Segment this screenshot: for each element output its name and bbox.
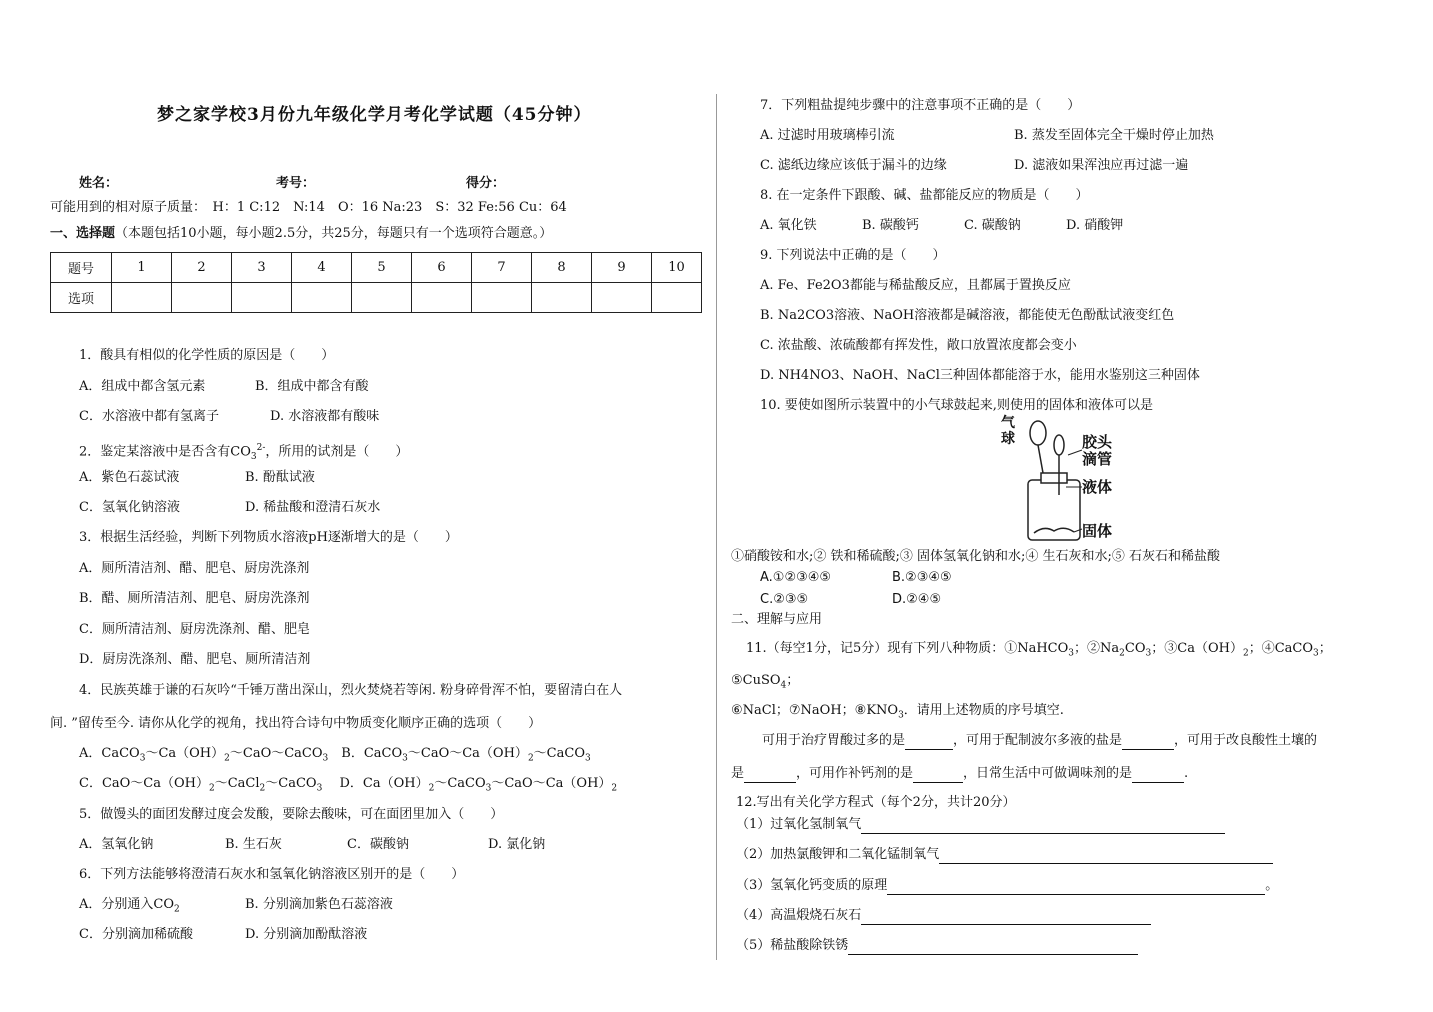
q3-option-d: D．厨房洗涤剂、醋、肥皂、厕所清洁剂 <box>79 652 311 667</box>
balloon-tube <box>1038 445 1043 473</box>
q5-option-d: D. 氯化钠 <box>488 837 546 852</box>
q3-stem: 3．根据生活经验，判断下列物质水溶液pH逐渐增大的是（ ） <box>79 530 458 545</box>
answer-cell[interactable] <box>232 283 292 313</box>
q4-options-cd: C．$CaO\sim Ca(OH)_2\sim CaCl_2\sim CaCO_3$ D．$Ca(OH)_2\sim CaCO_3\sim CaO\sim Ca(OH)_2$ <box>79 776 618 794</box>
answer-cell[interactable] <box>292 283 352 313</box>
answer-blank[interactable] <box>1122 735 1174 750</box>
q2-stem-pre: 2．鉴定某溶液中是否含有CO <box>79 444 251 460</box>
q11-text: 可用于治疗胃酸过多的是 <box>762 733 906 748</box>
q12-item-4 <box>736 907 1151 925</box>
q11-fill-line1 <box>762 732 1317 750</box>
section1-note: （本题包括10小题，每小题2.5分，共25分，每题只有一个选项符合题意。） <box>115 226 553 241</box>
q6-option-a-text: A．分别通入CO <box>79 897 174 912</box>
answer-table-number-row <box>51 253 702 283</box>
q11-text: . <box>1184 766 1189 781</box>
q6-option-d: D. 分别滴加酚酞溶液 <box>245 927 368 942</box>
q8-option-b: B. 碳酸钙 <box>862 218 919 233</box>
answer-blank[interactable] <box>905 735 953 750</box>
q11-text: ，可用于改良酸性土壤的 <box>1174 733 1318 748</box>
q12-item-label: （1）过氧化氢制氧气 <box>736 817 862 832</box>
table-cell: 3 <box>232 253 292 283</box>
answer-table-option-row <box>51 283 702 313</box>
answer-cell[interactable] <box>652 283 702 313</box>
q12-item-3 <box>736 877 1278 895</box>
q11-text: ，日常生活中可做调味剂的是 <box>963 766 1133 781</box>
q12-item-end: 。 <box>1265 878 1279 893</box>
q12-stem: 12.写出有关化学方程式（每个2分，共计20分） <box>736 795 1016 810</box>
table-cell: 8 <box>532 253 592 283</box>
q9-stem: 9. 下列说法中正确的是（ ） <box>760 248 946 263</box>
answer-cell[interactable] <box>472 283 532 313</box>
balloon-label-2: 球 <box>1001 431 1015 447</box>
answer-cell[interactable] <box>112 283 172 313</box>
q7-option-b: B. 蒸发至固体完全干燥时停止加热 <box>1014 128 1214 143</box>
q11-line1: 11.（每空1分，记5分）现有下列八种物质：①NaHCO$_3$；$②Na_2CO_3$；$③Ca(OH)_2$；④CaCO$_3$； <box>746 641 1332 659</box>
table-cell: 选项 <box>51 283 112 313</box>
liquid-label: 液体 <box>1082 478 1113 496</box>
q6-stem: 6．下列方法能够将澄清石灰水和氢氧化钠溶液区别开的是（ ） <box>79 867 465 882</box>
q7-option-c: C. 滤纸边缘应该低于漏斗的边缘 <box>760 158 947 173</box>
q12-item-1 <box>736 816 1225 834</box>
answer-blank[interactable] <box>1132 768 1184 783</box>
q11-fill-line2 <box>731 765 1188 783</box>
q5-stem: 5．做馒头的面团发酵过度会发酸，要除去酸味，可在面团里加入（ ） <box>79 807 504 822</box>
q2-stem: 2．鉴定某溶液中是否含有$CO_3^{2-}$，所用的试剂是（ ） <box>79 443 409 462</box>
q6-option-b: B. 分别滴加紫色石蕊溶液 <box>245 897 393 912</box>
balloon-shape <box>1030 421 1046 445</box>
q1-option-a: A．组成中都含氢元素 <box>79 379 206 394</box>
q10-stem: 10. 要使如图所示装置中的小气球鼓起来,则使用的固体和液体可以是 <box>760 398 1153 413</box>
q5-option-c: C．碳酸钠 <box>347 837 409 852</box>
q12-item-label: （3）氢氧化钙变质的原理 <box>736 878 888 893</box>
exam-number-label: 考号： <box>276 176 316 191</box>
q11-text: ，可用作补钙剂的是 <box>796 766 914 781</box>
atomic-mass-line: 可能用到的相对原子质量： H：1 C:12 N:14 O：16 Na:23 S：32 Fe:56 Cu：64 <box>50 200 567 215</box>
column-divider <box>716 94 717 960</box>
q12-item-label: （5）稀盐酸除铁锈 <box>736 938 849 953</box>
q12-item-5 <box>736 937 1138 955</box>
q2-option-c: C．氢氧化钠溶液 <box>79 500 180 515</box>
q11-line3: ⑥NaCl；⑦NaOH；$⑧KNO_3$．请用上述物质的序号填空. <box>731 703 1064 721</box>
answer-cell[interactable] <box>592 283 652 313</box>
q2-option-a: A．紫色石蕊试液 <box>79 470 180 485</box>
q10-option-d: D.②④⑤ <box>892 592 942 607</box>
dropper-leader <box>1068 450 1082 455</box>
q8-option-c: C. 碳酸钠 <box>964 218 1021 233</box>
q10-option-c: C.②③⑤ <box>760 592 809 607</box>
q12-item-2 <box>736 846 1273 864</box>
stopper-shape <box>1041 473 1067 483</box>
q6-option-c: C．分别滴加稀硫酸 <box>79 927 193 942</box>
answer-cell[interactable] <box>172 283 232 313</box>
q2-stem-post: ，所用的试剂是（ ） <box>265 444 409 460</box>
page-title: 梦之家学校3月份九年级化学月考化学试题（45分钟） <box>157 105 592 125</box>
equation-blank[interactable] <box>939 849 1273 864</box>
dropper-bulb <box>1054 435 1064 455</box>
q8-option-d: D. 硝酸钾 <box>1066 218 1124 233</box>
q3-option-a: A．厕所清洁剂、醋、肥皂、厨房洗涤剂 <box>79 561 310 576</box>
answer-blank[interactable] <box>913 768 963 783</box>
solid-label: 固体 <box>1082 522 1113 540</box>
q9-option-a: A. Fe、Fe2O3都能与稀盐酸反应，且都属于置换反应 <box>760 278 1071 293</box>
q12-item-label: （2）加热氯酸钾和二氧化锰制氧气 <box>736 847 940 862</box>
q8-option-a: A. 氧化铁 <box>760 218 817 233</box>
q11-text: ，可用于配制波尔多液的盐是 <box>953 733 1123 748</box>
q1-option-c: C．水溶液中都有氢离子 <box>79 409 219 424</box>
table-cell: 1 <box>112 253 172 283</box>
q12-item-label: （4）高温煅烧石灰石 <box>736 908 862 923</box>
q3-option-b: B．醋、厕所清洁剂、肥皂、厨房洗涤剂 <box>79 591 310 606</box>
q1-option-b: B．组成中都含有酸 <box>255 379 369 394</box>
table-cell: 5 <box>352 253 412 283</box>
table-cell: 题号 <box>51 253 112 283</box>
answer-cell[interactable] <box>412 283 472 313</box>
dropper-label-2: 滴管 <box>1082 450 1113 468</box>
answer-table <box>50 252 702 313</box>
balloon-label-1: 气 <box>1001 415 1015 431</box>
q4-line2: 间. ”留传至今. 请你从化学的视角，找出符合诗句中物质变化顺序正确的选项（ ） <box>50 716 542 731</box>
table-cell: 10 <box>652 253 702 283</box>
q9-option-d: D. NH4NO3、NaOH、NaCl三种固体都能溶于水，能用水鉴别这三种固体 <box>760 368 1200 383</box>
q7-stem: 7．下列粗盐提纯步骤中的注意事项不正确的是（ ） <box>760 98 1081 113</box>
equation-blank[interactable] <box>887 880 1265 895</box>
score-label: 得分： <box>466 176 506 191</box>
q5-option-a: A．氢氧化钠 <box>79 837 154 852</box>
q5-option-b: B. 生石灰 <box>225 837 282 852</box>
table-cell: 2 <box>172 253 232 283</box>
table-cell: 6 <box>412 253 472 283</box>
q10-options-text: ①硝酸铵和水;② 铁和稀硫酸;③ 固体氢氧化钠和水;④ 生石灰和水;⑤ 石灰石和稀盐酸 <box>731 549 1221 564</box>
equation-blank[interactable] <box>861 819 1225 834</box>
q2-option-b: B. 酚酞试液 <box>245 470 315 485</box>
q11-line2: ⑤CuSO$_4$； <box>731 673 800 691</box>
q9-option-c: C. 浓盐酸、浓硫酸都有挥发性，敞口放置浓度都会变小 <box>760 338 1077 353</box>
q4-options-ab: A．$CaCO_3\sim Ca(OH)_2\sim CaO\sim CaCO_3$ B．$CaCO_3\sim CaO\sim Ca(OH)_2\sim CaCO_3$ <box>79 746 591 764</box>
answer-blank[interactable] <box>744 768 796 783</box>
q3-option-c: C．厕所清洁剂、厨房洗涤剂、醋、肥皂 <box>79 622 310 637</box>
q2-option-d: D. 稀盐酸和澄清石灰水 <box>245 500 381 515</box>
q8-stem: 8. 在一定条件下跟酸、碱、盐都能反应的物质是（ ） <box>760 188 1089 203</box>
q1-stem: 1．酸具有相似的化学性质的原因是（ ） <box>79 348 335 363</box>
table-cell: 4 <box>292 253 352 283</box>
equation-blank[interactable] <box>861 910 1151 925</box>
q11-text: 是 <box>731 766 745 781</box>
q4-line1: 4．民族英雄于谦的石灰吟“千锤万凿出深山，烈火焚烧若等闲. 粉身碎骨浑不怕，要留清白在人 <box>79 683 623 698</box>
answer-cell[interactable] <box>532 283 592 313</box>
section1-heading: 一、选择题 <box>50 226 116 241</box>
q6-option-a: A．分别通入$CO_2$ <box>79 897 180 915</box>
table-cell: 9 <box>592 253 652 283</box>
q1-option-d: D. 水溶液都有酸味 <box>270 409 380 424</box>
section2-heading: 二、理解与应用 <box>731 612 823 627</box>
answer-cell[interactable] <box>352 283 412 313</box>
q10-option-b: B.②③④⑤ <box>892 570 952 585</box>
q7-option-d: D. 滤液如果浑浊应再过滤一遍 <box>1014 158 1189 173</box>
dropper-label-1: 胶头 <box>1082 433 1113 451</box>
q7-option-a: A. 过滤时用玻璃棒引流 <box>760 128 895 143</box>
table-cell: 7 <box>472 253 532 283</box>
section1-heading-line <box>50 225 552 243</box>
q10-option-a: A.①②③④⑤ <box>760 570 832 585</box>
q9-option-b: B. Na2CO3溶液、NaOH溶液都是碱溶液，都能使无色酚酞试液变红色 <box>760 308 1175 323</box>
name-label: 姓名： <box>79 176 119 191</box>
equation-blank[interactable] <box>848 940 1138 955</box>
